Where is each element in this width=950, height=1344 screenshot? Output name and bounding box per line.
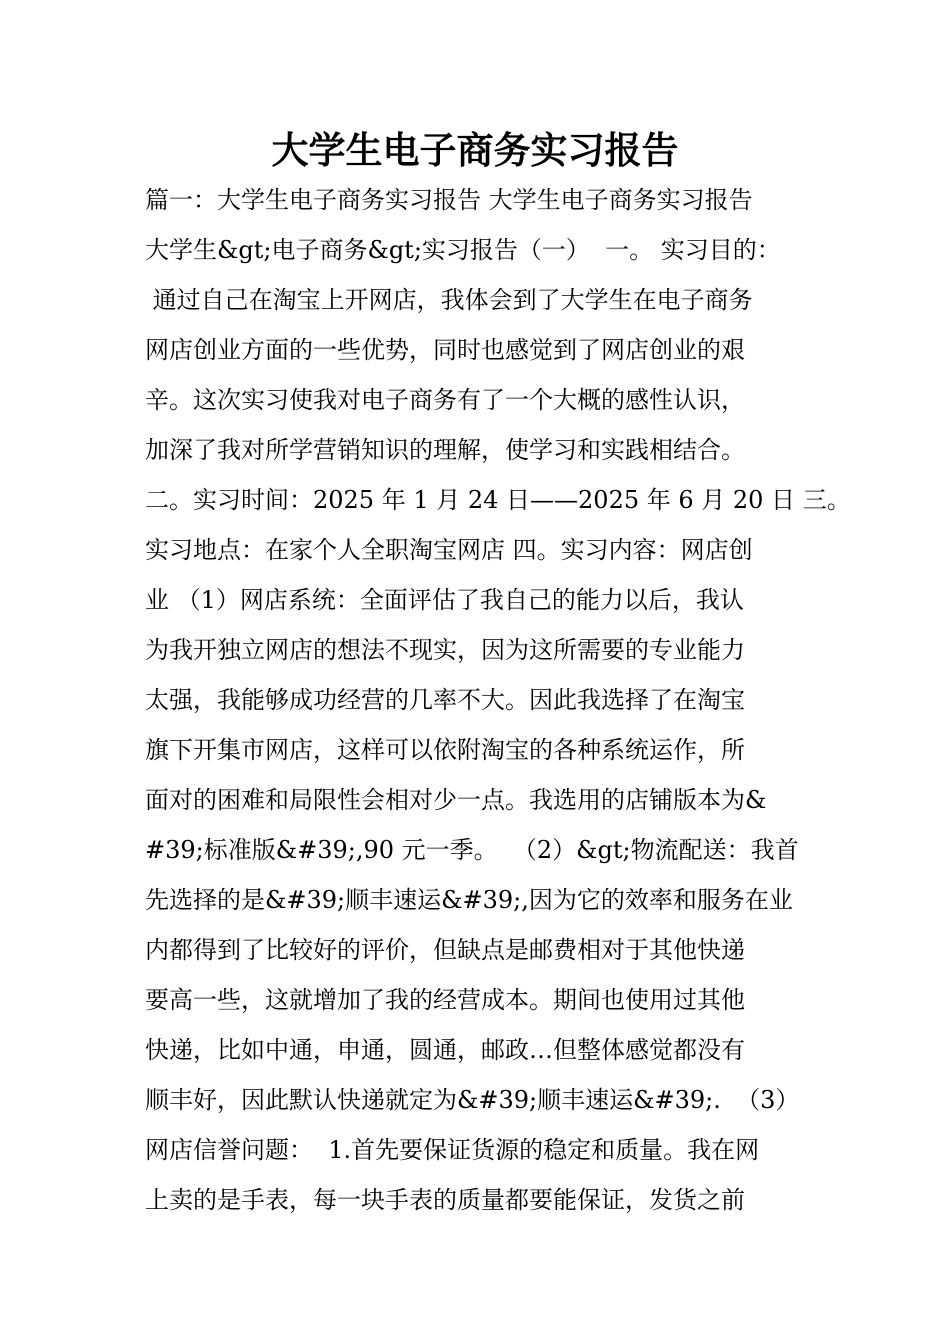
body-line: 篇一：大学生电子商务实习报告 大学生电子商务实习报告 (145, 186, 753, 214)
body-line: 网店创业方面的一些优势，同时也感觉到了网店创业的艰 (145, 336, 745, 364)
document-title: 大学生电子商务实习报告 (271, 128, 679, 172)
body-line: 为我开独立网店的想法不现实，因为这所需要的专业能力 (145, 636, 745, 664)
body-line: 辛。这次实习使我对电子商务有了一个大概的感性认识， (145, 386, 745, 414)
body-line: #39;标准版&#39;,90 元一季。 （2）&gt;物流配送：我首 (145, 836, 799, 864)
body-line: 快递，比如中通，申通，圆通，邮政…但整体感觉都没有 (145, 1036, 745, 1064)
body-line: 二。实习时间：2025 年 1 月 24 日——2025 年 6 月 20 日 三。 (145, 486, 851, 514)
body-line: 业 （1）网店系统：全面评估了我自己的能力以后，我认 (145, 586, 744, 614)
body-line: 通过自己在淘宝上开网店，我体会到了大学生在电子商务 (145, 286, 753, 314)
body-line: 上卖的是手表，每一块手表的质量都要能保证，发货之前 (145, 1186, 745, 1214)
body-line: 旗下开集市网店，这样可以依附淘宝的各种系统运作，所 (145, 736, 745, 764)
body-line: 内都得到了比较好的评价，但缺点是邮费相对于其他快递 (145, 936, 745, 964)
body-line: 顺丰好，因此默认快递就定为&#39;顺丰速运&#39;. （3） (145, 1086, 800, 1114)
body-line: 太强，我能够成功经营的几率不大。因此我选择了在淘宝 (145, 686, 745, 714)
body-line: 先选择的是&#39;顺丰速运&#39;,因为它的效率和服务在业 (145, 886, 793, 914)
body-line: 要高一些，这就增加了我的经营成本。期间也使用过其他 (145, 986, 745, 1014)
body-line: 面对的困难和局限性会相对少一点。我选用的店铺版本为& (145, 786, 767, 814)
body-line: 网店信誉问题： 1.首先要保证货源的稳定和质量。我在网 (145, 1136, 760, 1164)
body-line: 大学生&gt;电子商务&gt;实习报告（一） 一。 实习目的： (145, 236, 781, 264)
body-line: 实习地点：在家个人全职淘宝网店 四。实习内容：网店创 (145, 536, 753, 564)
body-line: 加深了我对所学营销知识的理解，使学习和实践相结合。 (145, 436, 745, 464)
